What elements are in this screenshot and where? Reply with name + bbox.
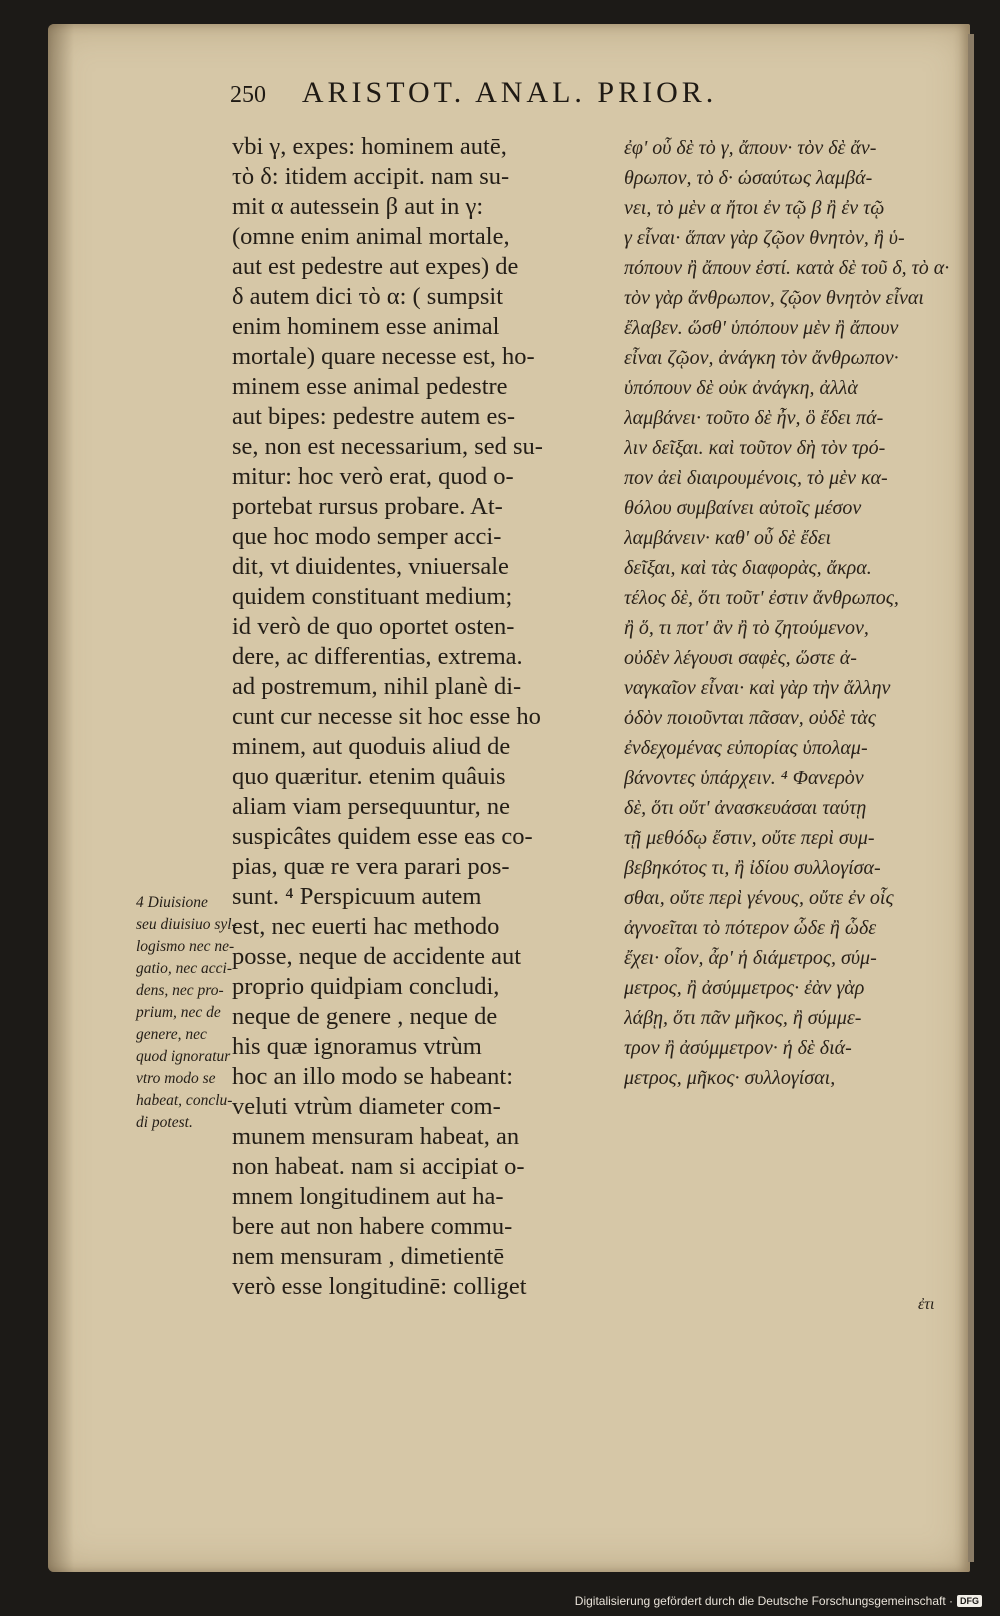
catchword: ἐτι [918,1296,935,1313]
latin-text-line: dere, ac differentias, extrema. [232,643,523,670]
greek-text-line: ἐφ' οὗ δὲ τὸ γ, ἄπουν· τὸν δὲ ἄν- [624,137,877,159]
greek-text-line: δὲ, ὅτι οὔτ' ἀνασκευάσαι ταύτῃ [624,797,867,819]
latin-text-line: verò esse longitudinē: colliget [232,1273,527,1300]
latin-text-line: pias, quæ re vera parari pos- [232,853,510,880]
greek-text-line: ἢ ὅ, τι ποτ' ἂν ἢ τὸ ζητούμενον, [624,617,869,639]
greek-text-line: ἔλαβεν. ὥσθ' ὑπόπουν μὲν ἢ ἄπουν [624,317,899,339]
running-header [230,76,900,110]
latin-text-line: aut est pedestre aut expes) de [232,253,519,280]
greek-text-line: θόλου συμβαίνει αὐτοῖς μέσον [624,497,862,519]
margin-note-line: prium, nec de [136,1004,221,1021]
greek-column [624,133,964,1093]
greek-text-line: οὐδὲν λέγουσι σαφὲς, ὥστε ἀ- [624,647,857,669]
latin-text-line: proprio quidpiam concludi, [232,973,500,1000]
greek-text-line: βάνοντες ὑπάρχειν. ⁴ Φανερὸν [624,767,864,789]
latin-text-line: cunt cur necesse sit hoc esse ho [232,703,541,730]
greek-text-line: τὸν γὰρ ἄνθρωπον, ζῷον θνητὸν εἶναι [624,287,924,309]
running-title: ARISTOT. ANAL. PRIOR. [301,76,718,109]
greek-text-line: τῇ μεθόδῳ ἔστιν, οὔτε περὶ συμ- [624,827,875,849]
greek-text-line: λαμβάνειν· καθ' οὗ δὲ ἔδει [624,527,832,549]
dfg-logo: DFG [957,1595,982,1607]
greek-text-line: ὁδὸν ποιοῦνται πᾶσαν, οὐδὲ τὰς [624,707,876,729]
greek-text-line: τέλος δὲ, ὅτι τοῦτ' ἐστιν ἄνθρωπος, [624,587,899,609]
greek-text-line: βεβηκότος τι, ἢ ἰδίου συλλογίσα- [624,857,881,879]
margin-note-line: dens, nec pro- [136,982,224,999]
greek-text-line: θρωπον, τὸ δ· ὡσαύτως λαμβά- [624,167,873,189]
greek-text-line: λαμβάνει· τοῦτο δὲ ἦν, ὃ ἔδει πά- [624,407,884,429]
latin-text-line: mortale) quare necesse est, ho- [232,343,535,370]
greek-text-line: ναγκαῖον εἶναι· καὶ γὰρ τὴν ἄλλην [624,677,891,699]
greek-text-line: λάβῃ, ὅτι πᾶν μῆκος, ἢ σύμμε- [624,1007,862,1029]
latin-text-line: aliam viam persequuntur, ne [232,793,510,820]
greek-text-line: ἀγνοεῖται τὸ πότερον ὧδε ἢ ὧδε [624,917,877,939]
latin-text-line: sunt. ⁴ Perspicuum autem [232,883,482,910]
latin-text-line: minem esse animal pedestre [232,373,508,400]
latin-text-line: nem mensuram , dimetientē [232,1243,505,1270]
greek-text-line: ὑπόπουν δὲ οὐκ ἀνάγκη, ἀλλὰ [624,377,858,399]
latin-text-line: quidem constituant medium; [232,583,513,610]
margin-note-line: 4 Diuisione [136,894,208,911]
latin-text-line: posse, neque de accidente aut [232,943,522,970]
latin-text-line: dit, vt diuidentes, vniuersale [232,553,509,580]
latin-text-line: vbi γ, expes: hominem autē, [232,133,507,160]
greek-text-line: μετρος, ἢ ἀσύμμετρος· ἐὰν γὰρ [624,977,865,999]
latin-text-line: non habeat. nam si accipiat o- [232,1153,525,1180]
margin-note-line: gatio, nec acci- [136,960,232,977]
greek-text-line: πον ἀεὶ διαιρουμένοις, τὸ μὲν κα- [624,467,888,489]
greek-text-line: μετρος, μῆκος· συλλογίσαι, [624,1067,836,1089]
latin-text-line: munem mensuram habeat, an [232,1123,520,1150]
latin-column [232,132,612,1302]
latin-text-line: se, non est necessarium, sed su- [232,433,543,460]
margin-note-line: habeat, conclu- [136,1092,233,1109]
footer-credit [575,1594,982,1608]
margin-note-line: logismo nec ne- [136,938,235,955]
latin-text-line: que hoc modo semper acci- [232,523,502,550]
margin-note-line: genere, nec [136,1026,207,1043]
greek-text-line: ἐνδεχομένας εὐπορίας ὑπολαμ- [624,737,868,759]
margin-note-line: seu diuisiuo syl- [136,916,237,933]
margin-note-line: di potest. [136,1114,193,1131]
greek-text-line: πόπουν ἢ ἄπουν ἐστί. κατὰ δὲ τοῦ δ, τὸ α· [624,257,950,279]
greek-text-line: σθαι, οὔτε περὶ γένους, οὔτε ἐν οἷς [624,887,894,909]
latin-text-line: his quæ ignoramus vtrùm [232,1033,482,1060]
greek-text-line: ἔχει· οἷον, ἆρ' ἡ διάμετρος, σύμ- [624,947,877,969]
latin-text-line: portebat rursus probare. At- [232,493,503,520]
latin-text-line: mitur: hoc verò erat, quod o- [232,463,514,490]
greek-text-line: δεῖξαι, καὶ τὰς διαφορὰς, ἄκρα. [624,557,872,579]
margin-note-line: vtro modo se [136,1070,216,1087]
latin-text-line: est, nec euerti hac methodo [232,913,500,940]
latin-text-line: quo quæritur. etenim quâuis [232,763,506,790]
greek-text-line: εἶναι ζῷον, ἀνάγκη τὸν ἄνθρωπον· [624,347,899,369]
page-number: 250 [230,82,266,108]
latin-text-line: ad postremum, nihil planè di- [232,673,522,700]
latin-text-line: (omne enim animal mortale, [232,223,510,250]
greek-text-line: λιν δεῖξαι. καὶ τοῦτον δὴ τὸν τρό- [624,437,886,459]
latin-text-line: δ autem dici τὸ α: ( sumpsit [232,283,504,310]
margin-note [136,892,266,1134]
latin-text-line: bere aut non habere commu- [232,1213,513,1240]
latin-text-line: mit α autessein β aut in γ: [232,193,484,220]
greek-text-line: τρον ἢ ἀσύμμετρον· ἡ δὲ διά- [624,1037,852,1059]
latin-text-line: hoc an illo modo se habeant: [232,1063,513,1090]
latin-text-line: id verò de quo oportet osten- [232,613,515,640]
latin-text-line: aut bipes: pedestre autem es- [232,403,516,430]
greek-text-line: γ εἶναι· ἅπαν γὰρ ζῷον θνητὸν, ἢ ὑ- [624,227,905,249]
latin-text-line: τὸ δ: itidem accipit. nam su- [232,163,510,190]
latin-text-line: neque de genere , neque de [232,1003,498,1030]
latin-text-line: mnem longitudinem aut ha- [232,1183,504,1210]
latin-text-line: suspicâtes quidem esse eas co- [232,823,533,850]
latin-text-line: enim hominem esse animal [232,313,500,340]
footer-text: Digitalisierung gefördert durch die Deutsche Forschungsgemeinschaft · [574,1594,953,1608]
margin-note-line: quod ignoratur [136,1048,231,1065]
latin-text-line: veluti vtrùm diameter com- [232,1093,501,1120]
latin-text-line: minem, aut quoduis aliud de [232,733,511,760]
greek-text-line: νει, τὸ μὲν α ἤτοι ἐν τῷ β ἢ ἐν τῷ [624,197,885,219]
